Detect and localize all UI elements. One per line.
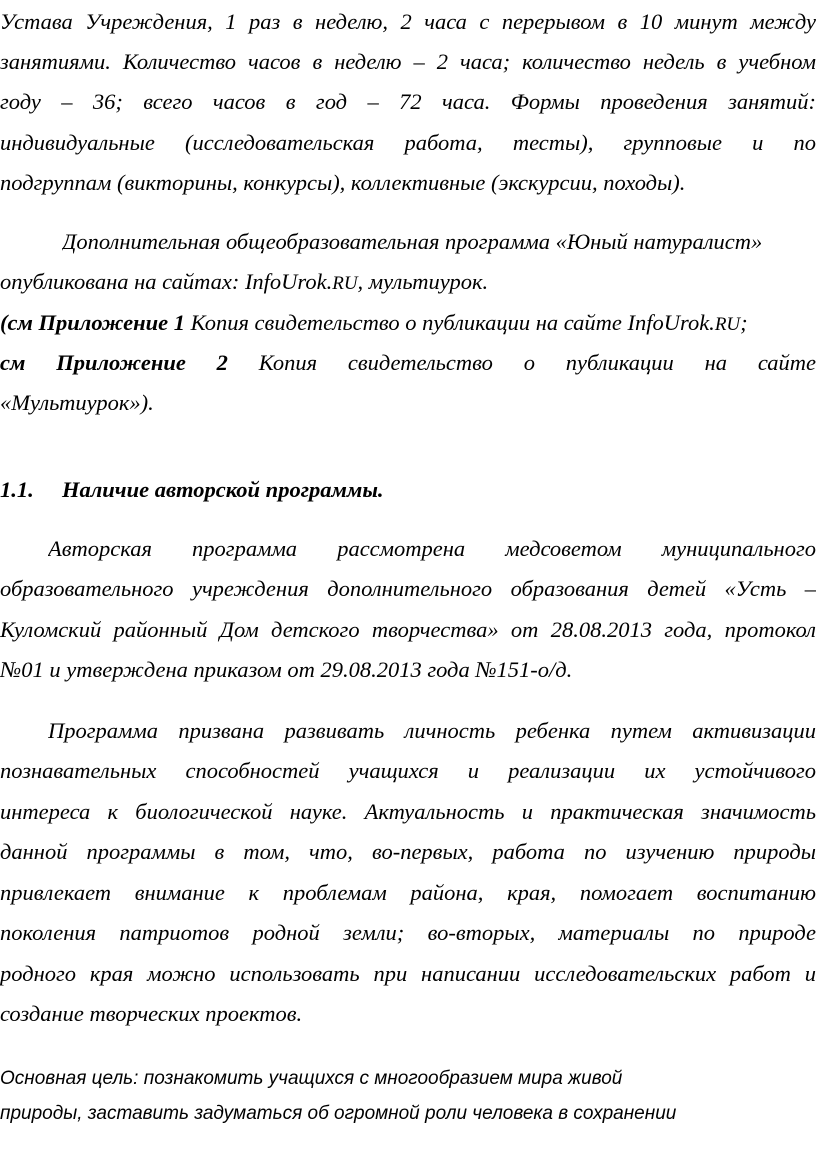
paragraph-2-line-1: Дополнительная общеобразовательная программа «Юный натуралист» [62,229,763,254]
appendix-2-description: Копия свидетельство о публикации на сайте [227,350,816,375]
publication-sites-text: опубликована на сайтах: InfoUrok. [0,269,333,294]
ru-suffix: RU [332,273,358,294]
paragraph-1-line-2: занятиями. Количество часов в неделю – 2 часа; количество недель в учебном [0,49,816,74]
semicolon: ; [740,310,748,335]
paragraph-4-line-5: привлекает внимание к проблемам района, края, помогает воспитанию [0,880,816,905]
see-prefix: (см [0,310,39,335]
appendix-1-ref: Приложение 1 [38,310,186,335]
paragraph-1-line-1: Устава Учреждения, 1 раз в неделю, 2 часа с перерывом в 10 минут между [0,9,816,34]
paragraph-2-line-2 [0,262,816,304]
ru-suffix-2: RU [714,314,741,335]
section-title: Наличие авторской программы. [62,477,384,502]
appendix-1-description: Копия свидетельство о публикации на сайте InfoUrok. [185,310,715,335]
paragraph-1-line-4: индивидуальные (исследовательская работа, тесты), групповые и по [0,130,816,155]
paragraph-3-line-3: Куломский районный Дом детского творчества» от 28.08.2013 года, протокол [0,617,816,642]
paragraph-4-line-2: познавательных способностей учащихся и реализации их устойчивого [0,758,816,783]
appendix-2-ref: см Приложение 2 [0,350,228,375]
section-number: 1.1. [0,477,34,502]
paragraph-2-line-4 [0,343,816,385]
paragraph-3-line-1: Авторская программа рассмотрена медсоветом муниципального [48,536,816,561]
paragraph-4-line-8: создание творческих проектов. [0,1001,303,1026]
paragraph-2-line-3 [0,303,816,345]
paragraph-4-line-4: данной программы в том, что, во-первых, работа по изучению природы [0,839,816,864]
paragraph-3-line-4: №01 и утверждена приказом от 29.08.2013 года №151-о/д. [0,657,573,682]
paragraph-3-line-2: образовательного учреждения дополнительного образования детей «Усть – [0,576,816,601]
paragraph-2-line-5: «Мультиурок»). [0,390,154,415]
paragraph-4-line-6: поколения патриотов родной земли; во-вторых, материалы по природе [0,920,816,945]
paragraph-4-line-3: интереса к биологической науке. Актуальность и практическая значимость [0,799,816,824]
multiurok-text: , мультиурок. [357,269,489,294]
paragraph-4-line-1: Программа призвана развивать личность ребенка путем активизации [48,718,816,743]
paragraph-1-line-3: году – 36; всего часов в год – 72 часа. Формы проведения занятий: [0,89,816,114]
main-goal-line-1: Основная цель: познакомить учащихся с многообразием мира живой [0,1068,623,1089]
main-goal-line-2: природы, заставить задуматься об огромной роли человека в сохранении [0,1103,677,1124]
paragraph-4-line-7: родного края можно использовать при написании исследовательских работ и [0,961,816,986]
paragraph-1-line-5: подгруппам (викторины, конкурсы), коллективные (экскурсии, походы). [0,170,686,195]
